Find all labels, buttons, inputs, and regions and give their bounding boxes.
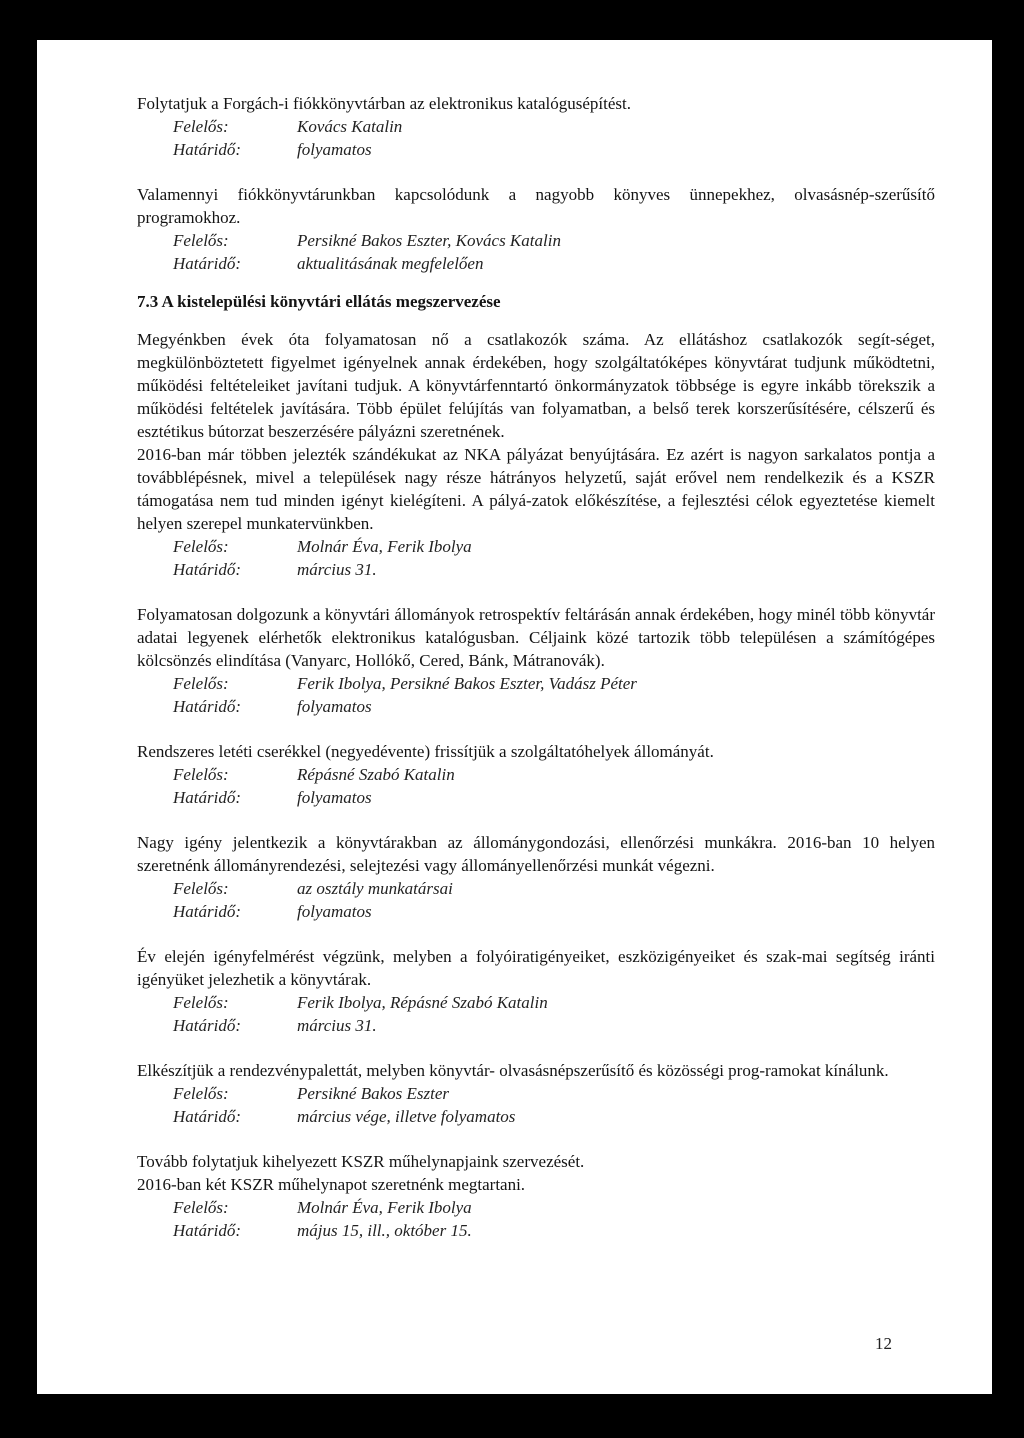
paragraph: 2016-ban már többen jelezték szándékukat az NKA pályázat benyújtására. Ez azért is nagyon sarkalatos pontja a továbblépésnek, mivel a települések nagy része hátrányos helyzetű, saját erővel nem rendelkezik és a KSZR támogatása nem tud minden igényt kielégíteni. A pályá-zatok előkészítése, a fejlesztési célok egyeztetése kiemelt helyen szerepel munkatervünkben. — [137, 445, 935, 533]
responsible-line — [137, 763, 935, 786]
document-page — [37, 40, 992, 1394]
responsible-value: Molnár Éva, Ferik Ibolya — [297, 537, 472, 556]
responsible-line — [137, 535, 935, 558]
deadline-value: május 15, ill., október 15. — [297, 1221, 472, 1240]
responsible-value: Ferik Ibolya, Répásné Szabó Katalin — [297, 993, 548, 1012]
deadline-value: aktualitásának megfelelően — [297, 254, 484, 273]
section-heading: 7.3 A kistelepülési könyvtári ellátás megszervezése — [137, 292, 501, 311]
deadline-label: Határidő: — [173, 560, 241, 579]
deadline-line — [137, 1014, 935, 1037]
paragraph: Tovább folytatjuk kihelyezett KSZR műhelynapjaink szervezését. — [137, 1152, 585, 1171]
responsible-value: Kovács Katalin — [297, 117, 403, 136]
responsible-line — [137, 229, 935, 252]
responsible-label: Felelős: — [173, 674, 229, 693]
responsible-line — [137, 1196, 935, 1219]
responsible-value: az osztály munkatársai — [297, 879, 453, 898]
deadline-value: folyamatos — [297, 697, 372, 716]
responsible-label: Felelős: — [173, 879, 229, 898]
deadline-line — [137, 138, 935, 161]
responsible-value: Molnár Éva, Ferik Ibolya — [297, 1198, 472, 1217]
deadline-label: Határidő: — [173, 902, 241, 921]
responsible-line — [137, 877, 935, 900]
deadline-line — [137, 1105, 935, 1128]
responsible-value: Répásné Szabó Katalin — [297, 765, 455, 784]
deadline-line — [137, 695, 935, 718]
responsible-line — [137, 991, 935, 1014]
deadline-value: március 31. — [297, 560, 377, 579]
deadline-label: Határidő: — [173, 788, 241, 807]
responsible-value: Persikné Bakos Eszter — [297, 1084, 450, 1103]
deadline-value: március 31. — [297, 1016, 377, 1035]
page-content — [137, 92, 935, 1242]
responsible-line — [137, 115, 935, 138]
deadline-label: Határidő: — [173, 697, 241, 716]
paragraph: Elkészítjük a rendezvénypalettát, melyben könyvtár- olvasásnépszerűsítő és közösségi prog-ramokat kínálunk. — [137, 1061, 889, 1080]
responsible-label: Felelős: — [173, 231, 229, 250]
deadline-label: Határidő: — [173, 254, 241, 273]
paragraph: Nagy igény jelentkezik a könyvtárakban az állománygondozási, ellenőrzési munkákra. 2016-ban 10 helyen szeretnénk állományrendezési, selejtezési vagy állományellenőrzési munkát végezni. — [137, 833, 935, 875]
responsible-label: Felelős: — [173, 765, 229, 784]
responsible-label: Felelős: — [173, 993, 229, 1012]
deadline-line — [137, 1219, 935, 1242]
paragraph: Folyamatosan dolgozunk a könyvtári állományok retrospektív feltárásán annak érdekében, hogy minél több könyvtár adatai legyenek elérhetők elektronikus katalógusban. Céljaink közé tartozik több településen a számítógépes kölcsönzés elindítása (Vanyarc, Hollókő, Cered, Bánk, Mátranovák). — [137, 605, 935, 670]
responsible-label: Felelős: — [173, 537, 229, 556]
paragraph: Rendszeres letéti cserékkel (negyedévente) frissítjük a szolgáltatóhelyek állományát. — [137, 742, 714, 761]
paragraph: Folytatjuk a Forgách-i fiókkönyvtárban az elektronikus katalógusépítést. — [137, 94, 631, 113]
responsible-value: Persikné Bakos Eszter, Kovács Katalin — [297, 231, 561, 250]
deadline-label: Határidő: — [173, 1016, 241, 1035]
responsible-label: Felelős: — [173, 117, 229, 136]
responsible-label: Felelős: — [173, 1084, 229, 1103]
deadline-value: március vége, illetve folyamatos — [297, 1107, 516, 1126]
deadline-line — [137, 252, 935, 275]
page-number: 12 — [875, 1334, 892, 1353]
deadline-value: folyamatos — [297, 140, 372, 159]
responsible-label: Felelős: — [173, 1198, 229, 1217]
responsible-line — [137, 1082, 935, 1105]
deadline-line — [137, 558, 935, 581]
paragraph: Megyénkben évek óta folyamatosan nő a csatlakozók száma. Az ellátáshoz csatlakozók segít-séget, megkülönböztetett figyelmet igényelnek annak érdekében, hogy szolgáltatóképes könyvtárat tudjunk működtetni, működési feltételeiket javítani tudjuk. A könyvtárfenntartó önkormányzatok többsége is egyre inkább törekszik a működési feltételek javítására. Több épület felújítás van folyamatban, a belső terek korszerűsítésére, célszerű és esztétikus bútorzat beszerzésére pályázni szeretnének. — [137, 330, 935, 441]
deadline-line — [137, 900, 935, 923]
deadline-line — [137, 786, 935, 809]
deadline-value: folyamatos — [297, 788, 372, 807]
deadline-label: Határidő: — [173, 1221, 241, 1240]
deadline-label: Határidő: — [173, 1107, 241, 1126]
paragraph: Év elején igényfelmérést végzünk, melyben a folyóiratigényeiket, eszközigényeiket és szak-mai segítség iránti igényüket jelezhetik a könyvtárak. — [137, 947, 935, 989]
responsible-line — [137, 672, 935, 695]
deadline-value: folyamatos — [297, 902, 372, 921]
deadline-label: Határidő: — [173, 140, 241, 159]
paragraph: 2016-ban két KSZR műhelynapot szeretnénk megtartani. — [137, 1175, 526, 1194]
paragraph: Valamennyi fiókkönyvtárunkban kapcsolódunk a nagyobb könyves ünnepekhez, olvasásnép-szerűsítő programokhoz. — [137, 185, 935, 227]
responsible-value: Ferik Ibolya, Persikné Bakos Eszter, Vadász Péter — [297, 674, 637, 693]
